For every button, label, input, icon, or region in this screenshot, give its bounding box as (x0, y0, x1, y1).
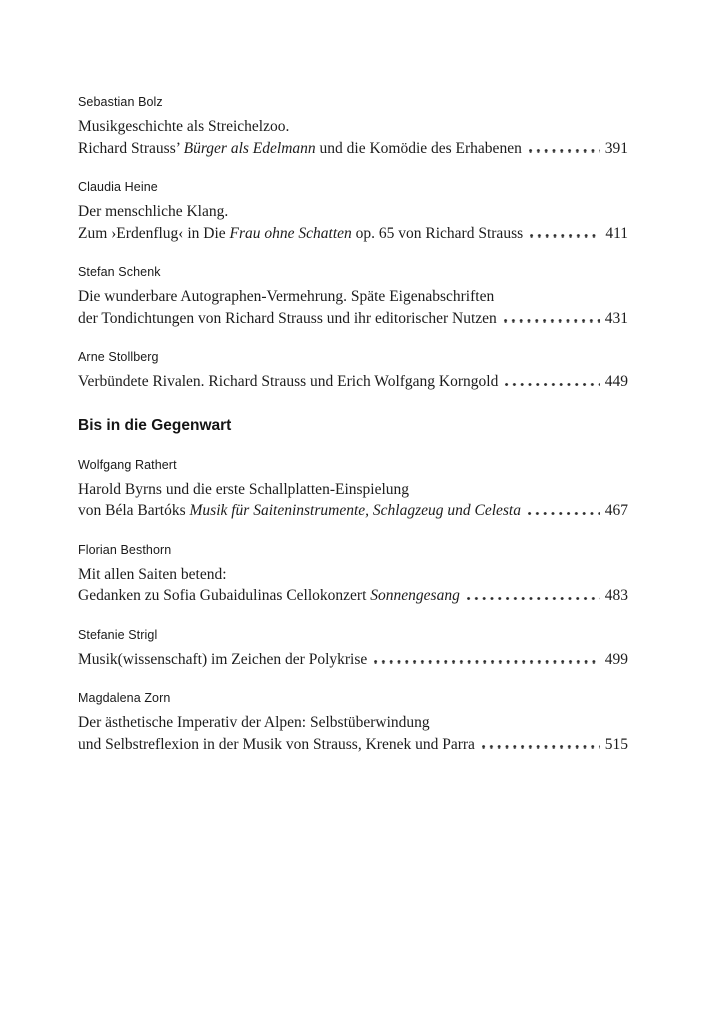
entry-author: Sebastian Bolz (78, 95, 163, 109)
entry-title-text (78, 714, 430, 731)
entry-author: Claudia Heine (78, 180, 158, 194)
page-number: 411 (605, 224, 628, 242)
page-number: 431 (604, 309, 628, 327)
entry-title-text (78, 203, 228, 220)
toc-entry (78, 627, 628, 671)
dot-leader (482, 745, 600, 748)
entry-title-line (78, 371, 628, 393)
entry-title-line (78, 223, 628, 245)
entry-title-text (78, 566, 227, 583)
toc-entry (78, 94, 628, 159)
entry-title-text (78, 649, 367, 671)
toc-entry (78, 690, 628, 755)
title-segment: Die wunderbare Autographen-Vermehrung. Späte Eigenabschriften (78, 288, 495, 305)
entry-title-line (78, 116, 628, 138)
entry-title-line (78, 308, 628, 330)
entry-author: Wolfgang Rathert (78, 457, 177, 472)
title-segment: op. 65 von Richard Strauss (351, 224, 524, 242)
dot-leader (529, 149, 600, 152)
dot-leader (505, 383, 599, 386)
title-segment: und die Komödie des Erhabenen (315, 139, 522, 157)
page-number: 449 (604, 373, 628, 390)
entry-title-line (78, 712, 628, 734)
toc-entry (78, 542, 628, 607)
entry-title-line (78, 585, 628, 607)
entry-title-text (78, 371, 498, 393)
entry-title-text (78, 308, 497, 330)
page-number: 483 (604, 587, 628, 604)
dot-leader (528, 512, 600, 515)
entry-author: Stefan Schenk (78, 265, 161, 279)
page-number: 467 (604, 502, 628, 519)
entry-title-line (78, 138, 628, 160)
table-of-contents (78, 94, 628, 775)
entry-title-text (78, 288, 494, 305)
page-number: 391 (604, 139, 628, 157)
toc-entry (78, 179, 628, 244)
title-segment: Gedanken zu Sofia Gubaidulinas Cellokonzert (78, 587, 371, 604)
title-segment: Der ästhetische Imperativ der Alpen: Selbstüberwindung (78, 714, 430, 731)
entry-title-text (78, 138, 522, 160)
entry-title-line (78, 564, 628, 586)
entry-title-text (78, 481, 409, 498)
entry-title-line (78, 649, 628, 671)
title-segment: Musik(wissenschaft) im Zeichen der Polykrise (78, 650, 368, 668)
toc-entry (78, 457, 628, 522)
entry-title-line (78, 201, 628, 223)
entry-title-line (78, 734, 628, 756)
page-number: 499 (604, 650, 628, 668)
title-segment: Richard Strauss’ (78, 139, 184, 157)
title-segment: von Béla Bartóks (78, 502, 190, 519)
dot-leader (530, 234, 600, 237)
title-segment: Verbündete Rivalen. Richard Strauss und Erich Wolfgang Korngold (78, 373, 499, 390)
title-segment-italic: Bürger als Edelmann (183, 139, 316, 157)
entry-author: Arne Stollberg (78, 350, 159, 364)
title-segment: Der menschliche Klang. (78, 203, 229, 220)
title-segment-italic: Sonnengesang (370, 587, 460, 604)
section-heading: Bis in die Gegenwart (78, 416, 232, 434)
entry-title-line (78, 479, 628, 501)
entry-title-text (78, 585, 460, 607)
dot-leader (504, 319, 600, 322)
title-segment: Musikgeschichte als Streichelzoo. (78, 118, 290, 135)
toc-groups (78, 94, 628, 755)
entry-title-text (78, 500, 521, 522)
entry-title-text (78, 223, 523, 245)
page-number: 515 (604, 735, 628, 753)
entry-title-text (78, 118, 289, 135)
entry-author: Magdalena Zorn (78, 691, 171, 705)
entry-title-text (78, 734, 475, 756)
entry-title-line (78, 500, 628, 522)
title-segment-italic: Musik für Saiteninstrumente, Schlagzeug und Celesta (189, 502, 521, 519)
title-segment: Mit allen Saiten betend: (78, 565, 227, 583)
dot-leader (467, 597, 600, 600)
title-segment: und Selbstreflexion in der Musik von Strauss, Krenek und Parra (78, 735, 475, 753)
title-segment-italic: Frau ohne Schatten (229, 224, 352, 242)
entry-title-line (78, 286, 628, 308)
entry-author: Florian Besthorn (78, 542, 172, 557)
title-segment: der Tondichtungen von Richard Strauss und ihr editorischer Nutzen (78, 309, 497, 327)
toc-entry (78, 264, 628, 329)
entry-author: Stefanie Strigl (78, 627, 158, 642)
toc-entry (78, 349, 628, 393)
title-segment: Zum ›Erdenflug‹ in Die (78, 224, 230, 242)
dot-leader (374, 660, 599, 663)
title-segment: Harold Byrns und die erste Schallplatten-Einspielung (78, 480, 410, 498)
